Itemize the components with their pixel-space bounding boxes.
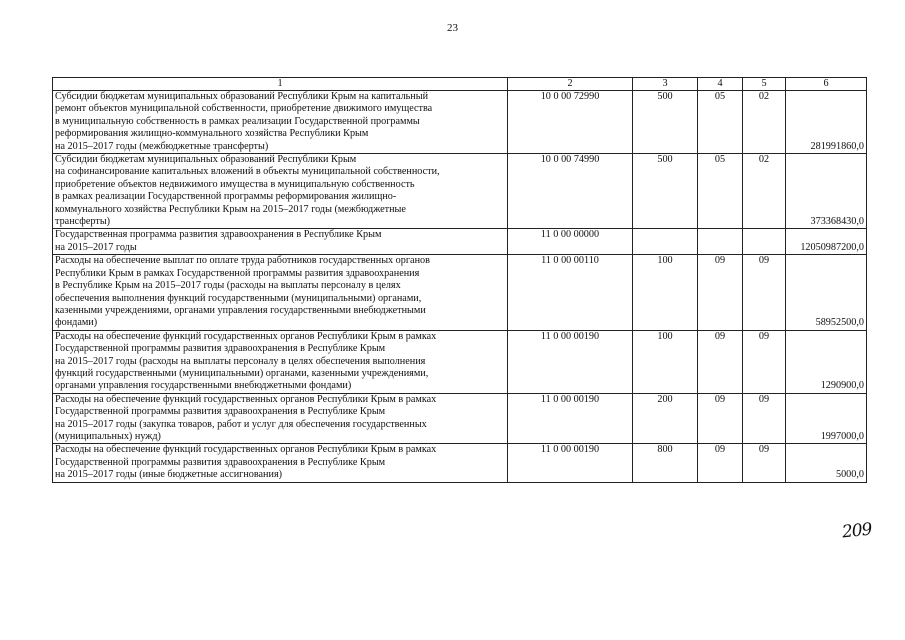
header-col-1: 1 <box>53 78 508 91</box>
row-col4: 09 <box>698 444 743 482</box>
row-amount: 1997000,0 <box>786 393 867 444</box>
row-col5: 02 <box>743 91 786 154</box>
row-col5: 09 <box>743 330 786 393</box>
table-row <box>53 229 867 255</box>
row-description: Расходы на обеспечение выплат по оплате труда работников государственных органов Республики Крым в рамках Государственной программы развития здравоохранения в Республике Крым на 2015–2017 годы (расходы на выплаты персоналу в целях обеспечения выполнения функций государственными (муниципальными) органами, казенными учреждениями, органами управления государственными внебюджетными фондами) <box>53 255 508 330</box>
row-description: Государственная программа развития здравоохранения в Республике Крым на 2015–2017 годы <box>53 229 508 255</box>
header-col-5: 5 <box>743 78 786 91</box>
row-col5: 02 <box>743 154 786 229</box>
table-row <box>53 330 867 393</box>
row-col3 <box>633 229 698 255</box>
row-code: 10 0 00 74990 <box>508 154 633 229</box>
row-col5: 09 <box>743 255 786 330</box>
table-row <box>53 91 867 154</box>
table-row <box>53 154 867 229</box>
row-amount: 58952500,0 <box>786 255 867 330</box>
row-description: Расходы на обеспечение функций государственных органов Республики Крым в рамках Государственной программы развития здравоохранения в Республике Крым на 2015–2017 годы (иные бюджетные ассигнования) <box>53 444 508 482</box>
header-col-4: 4 <box>698 78 743 91</box>
row-description: Субсидии бюджетам муниципальных образований Республики Крым на софинансирование капитальных вложений в объекты муниципальной собственности, приобретение объектов недвижимого имущества в муниципальную собственность в рамках реализации Государственной программы реформирования жилищно- коммунального хозяйства Республики Крым на 2015–2017 годы (межбюджетные трансферты) <box>53 154 508 229</box>
row-col3: 100 <box>633 330 698 393</box>
row-description: Субсидии бюджетам муниципальных образований Республики Крым на капитальный ремонт объектов муниципальной собственности, приобретение движимого имущества в муниципальную собственность в рамках реализации Государственной программы реформирования жилищно-коммунального хозяйства Республики Крым на 2015–2017 годы (межбюджетные трансферты) <box>53 91 508 154</box>
handwritten-page-mark: 209 <box>841 519 873 543</box>
row-amount: 12050987200,0 <box>786 229 867 255</box>
row-col4: 09 <box>698 255 743 330</box>
row-col4: 09 <box>698 393 743 444</box>
table-row <box>53 255 867 330</box>
row-code: 10 0 00 72990 <box>508 91 633 154</box>
row-col3: 800 <box>633 444 698 482</box>
row-description: Расходы на обеспечение функций государственных органов Республики Крым в рамках Государственной программы развития здравоохранения в Республике Крым на 2015–2017 годы (закупка товаров, работ и услуг для обеспечения государственных (муниципальных) нужд) <box>53 393 508 444</box>
page-number: 23 <box>447 22 458 34</box>
table-row <box>53 393 867 444</box>
row-code: 11 0 00 00190 <box>508 330 633 393</box>
row-col5: 09 <box>743 444 786 482</box>
header-col-6: 6 <box>786 78 867 91</box>
row-col5 <box>743 229 786 255</box>
row-col4: 05 <box>698 91 743 154</box>
row-col4: 09 <box>698 330 743 393</box>
row-description: Расходы на обеспечение функций государственных органов Республики Крым в рамках Государственной программы развития здравоохранения в Республике Крым на 2015–2017 годы (расходы на выплаты персоналу в целях обеспечения выполнения функций государственными (муниципальными) органами, казенными учреждениями, органами управления государственными внебюджетными фондами) <box>53 330 508 393</box>
row-col3: 100 <box>633 255 698 330</box>
row-col3: 200 <box>633 393 698 444</box>
row-col4 <box>698 229 743 255</box>
row-amount: 5000,0 <box>786 444 867 482</box>
table-row <box>53 444 867 482</box>
row-code: 11 0 00 00190 <box>508 444 633 482</box>
row-col3: 500 <box>633 91 698 154</box>
budget-table <box>52 77 867 483</box>
row-code: 11 0 00 00190 <box>508 393 633 444</box>
header-col-2: 2 <box>508 78 633 91</box>
header-row <box>53 78 867 91</box>
row-code: 11 0 00 00110 <box>508 255 633 330</box>
row-amount: 373368430,0 <box>786 154 867 229</box>
row-col4: 05 <box>698 154 743 229</box>
row-col3: 500 <box>633 154 698 229</box>
row-amount: 281991860,0 <box>786 91 867 154</box>
row-amount: 1290900,0 <box>786 330 867 393</box>
header-col-3: 3 <box>633 78 698 91</box>
row-col5: 09 <box>743 393 786 444</box>
row-code: 11 0 00 00000 <box>508 229 633 255</box>
